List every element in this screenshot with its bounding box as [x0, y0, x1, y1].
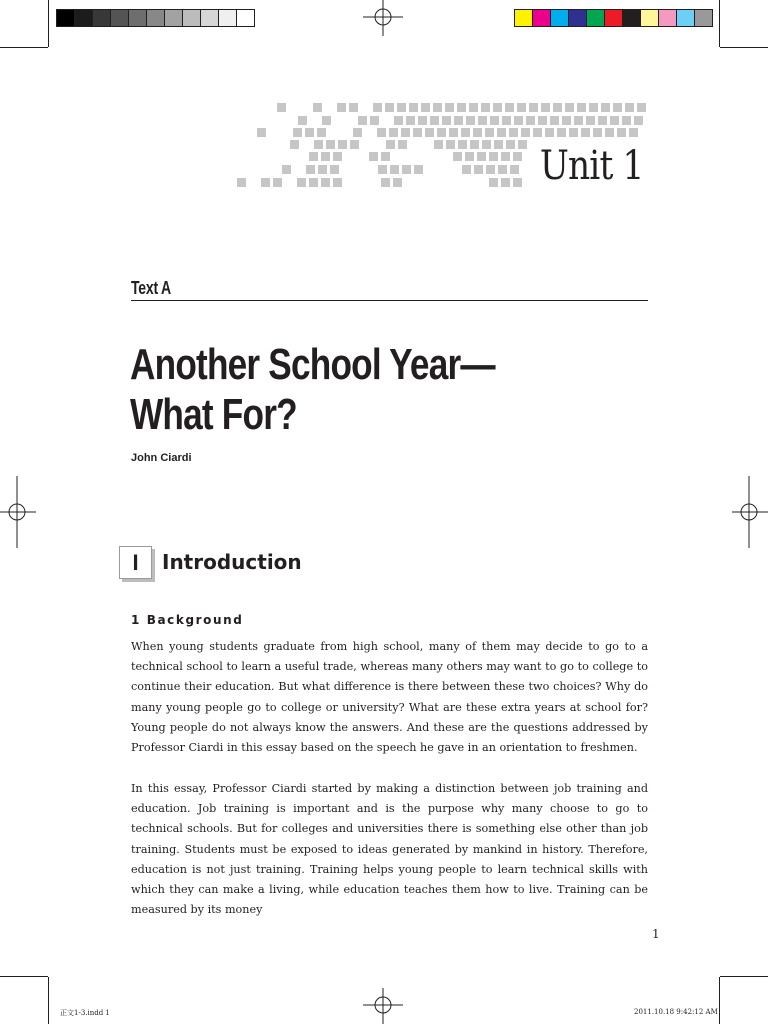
- mosaic-square: [290, 140, 299, 149]
- mosaic-square: [478, 116, 487, 125]
- mosaic-square: [257, 128, 266, 137]
- grayscale-swatch: [201, 10, 219, 26]
- color-calibration-bar: [514, 9, 713, 27]
- mosaic-square: [305, 128, 314, 137]
- mosaic-square: [533, 128, 542, 137]
- subsection-heading: 1 Background: [131, 613, 244, 627]
- mosaic-square: [373, 103, 382, 112]
- author-name: John Ciardi: [131, 452, 192, 464]
- mosaic-square: [493, 103, 502, 112]
- mosaic-square: [398, 140, 407, 149]
- mosaic-square: [434, 140, 443, 149]
- mosaic-square: [502, 116, 511, 125]
- color-swatch: [677, 10, 695, 26]
- mosaic-square: [433, 103, 442, 112]
- mosaic-square: [381, 178, 390, 187]
- mosaic-square: [317, 128, 326, 137]
- mosaic-square: [513, 152, 522, 161]
- mosaic-square: [454, 116, 463, 125]
- mosaic-square: [401, 128, 410, 137]
- mosaic-square: [545, 128, 554, 137]
- mosaic-square: [449, 128, 458, 137]
- mosaic-square: [418, 116, 427, 125]
- mosaic-square: [381, 152, 390, 161]
- mosaic-square: [277, 103, 286, 112]
- color-swatch: [695, 10, 712, 26]
- grayscale-calibration-bar: [56, 9, 255, 27]
- mosaic-square: [538, 116, 547, 125]
- mosaic-square: [389, 128, 398, 137]
- grayscale-swatch: [219, 10, 237, 26]
- mosaic-square: [293, 128, 302, 137]
- mosaic-square: [613, 103, 622, 112]
- registration-mark-bottom: [363, 988, 403, 1028]
- color-swatch: [533, 10, 551, 26]
- mosaic-square: [333, 178, 342, 187]
- grayscale-swatch: [165, 10, 183, 26]
- registration-mark-left: [0, 476, 40, 548]
- mosaic-square: [326, 140, 335, 149]
- registration-mark-top: [363, 0, 403, 40]
- color-swatch: [515, 10, 533, 26]
- mosaic-square: [273, 178, 282, 187]
- mosaic-square: [526, 116, 535, 125]
- mosaic-square: [514, 116, 523, 125]
- mosaic-square: [397, 103, 406, 112]
- mosaic-square: [490, 116, 499, 125]
- mosaic-square: [517, 103, 526, 112]
- grayscale-swatch: [111, 10, 129, 26]
- mosaic-square: [338, 140, 347, 149]
- mosaic-square: [501, 178, 510, 187]
- grayscale-swatch: [57, 10, 75, 26]
- mosaic-square: [518, 140, 527, 149]
- mosaic-square: [349, 103, 358, 112]
- mosaic-square: [610, 116, 619, 125]
- grayscale-swatch: [147, 10, 165, 26]
- section-label: Text A: [131, 278, 171, 298]
- mosaic-square: [629, 128, 638, 137]
- mosaic-square: [406, 116, 415, 125]
- mosaic-square: [550, 116, 559, 125]
- mosaic-square: [237, 178, 246, 187]
- mosaic-square: [353, 128, 362, 137]
- color-swatch: [569, 10, 587, 26]
- section-number-box: I: [119, 546, 152, 579]
- mosaic-square: [509, 128, 518, 137]
- mosaic-square: [378, 165, 387, 174]
- mosaic-square: [306, 165, 315, 174]
- mosaic-square: [466, 116, 475, 125]
- color-swatch: [641, 10, 659, 26]
- page-number: 1: [652, 927, 660, 941]
- color-swatch: [587, 10, 605, 26]
- mosaic-square: [477, 152, 486, 161]
- mosaic-square: [321, 178, 330, 187]
- unit-title: Unit 1: [540, 143, 644, 189]
- body-paragraph-1: When young students graduate from high school, many of them may decide to go to a technical school to learn a useful trade, whereas many others may want to go to college to continue their education. But what difference is there between these two choices? Why do many young people go to college or university? What are these extra years at school for? Young people do not always know the answers. And these are the questions addressed by Professor Ciardi in this essay based on the speech he gave in an orientation to freshmen.: [131, 640, 648, 755]
- mosaic-square: [622, 116, 631, 125]
- mosaic-square: [474, 165, 483, 174]
- mosaic-square: [489, 178, 498, 187]
- mosaic-square: [625, 103, 634, 112]
- mosaic-square: [505, 103, 514, 112]
- timestamp-slug: 2011.10.18 9:42:12 AM: [634, 1008, 718, 1016]
- mosaic-square: [486, 165, 495, 174]
- mosaic-square: [321, 152, 330, 161]
- mosaic-square: [386, 140, 395, 149]
- mosaic-square: [298, 116, 307, 125]
- mosaic-square: [437, 128, 446, 137]
- mosaic-square: [498, 165, 507, 174]
- mosaic-square: [617, 128, 626, 137]
- mosaic-square: [402, 165, 411, 174]
- mosaic-square: [489, 152, 498, 161]
- mosaic-square: [309, 152, 318, 161]
- mosaic-square: [469, 103, 478, 112]
- mosaic-square: [377, 128, 386, 137]
- mosaic-square: [458, 140, 467, 149]
- mosaic-square: [297, 178, 306, 187]
- file-slug: 正文1-3.indd 1: [60, 1009, 110, 1017]
- mosaic-square: [473, 128, 482, 137]
- mosaic-square: [497, 128, 506, 137]
- mosaic-square: [421, 103, 430, 112]
- mosaic-square: [593, 128, 602, 137]
- color-swatch: [551, 10, 569, 26]
- grayscale-swatch: [129, 10, 147, 26]
- section-title: Introduction: [162, 550, 302, 574]
- grayscale-swatch: [237, 10, 254, 26]
- mosaic-square: [541, 103, 550, 112]
- mosaic-square: [385, 103, 394, 112]
- article-title-line-2: What For?: [130, 390, 297, 439]
- mosaic-square: [586, 116, 595, 125]
- mosaic-square: [414, 165, 423, 174]
- mosaic-square: [577, 103, 586, 112]
- mosaic-square: [446, 140, 455, 149]
- mosaic-square: [605, 128, 614, 137]
- heading-rule: [131, 300, 648, 301]
- mosaic-square: [313, 103, 322, 112]
- grayscale-swatch: [183, 10, 201, 26]
- mosaic-square: [601, 103, 610, 112]
- mosaic-square: [333, 152, 342, 161]
- mosaic-square: [442, 116, 451, 125]
- grayscale-swatch: [93, 10, 111, 26]
- mosaic-square: [409, 103, 418, 112]
- mosaic-square: [598, 116, 607, 125]
- mosaic-square: [390, 165, 399, 174]
- mosaic-square: [462, 165, 471, 174]
- mosaic-square: [261, 178, 270, 187]
- mosaic-square: [634, 116, 643, 125]
- article-title: [130, 340, 495, 440]
- mosaic-square: [282, 165, 291, 174]
- body-paragraph-2: In this essay, Professor Ciardi started by making a distinction between job training and education. Job training is important and is the purpose why many choose to go to technical schools. But for colleges and universities there is something else other than job training. Students must be exposed to ideas generated by mankind in history. Therefore, education is not just training. Training helps young people to learn technical skills with which they can make a living, while education teaches them how to live. Training can be measured by its money: [131, 782, 648, 917]
- mosaic-square: [457, 103, 466, 112]
- mosaic-square: [369, 152, 378, 161]
- mosaic-square: [330, 165, 339, 174]
- mosaic-square: [501, 152, 510, 161]
- mosaic-square: [557, 128, 566, 137]
- mosaic-square: [445, 103, 454, 112]
- mosaic-square: [453, 152, 462, 161]
- mosaic-square: [482, 140, 491, 149]
- mosaic-square: [470, 140, 479, 149]
- mosaic-square: [370, 116, 379, 125]
- mosaic-square: [309, 178, 318, 187]
- mosaic-square: [485, 128, 494, 137]
- mosaic-square: [322, 116, 331, 125]
- mosaic-square: [481, 103, 490, 112]
- color-swatch: [605, 10, 623, 26]
- mosaic-square: [510, 165, 519, 174]
- mosaic-square: [413, 128, 422, 137]
- mosaic-square: [637, 103, 646, 112]
- mosaic-square: [350, 140, 359, 149]
- color-swatch: [623, 10, 641, 26]
- mosaic-square: [569, 128, 578, 137]
- mosaic-square: [394, 116, 403, 125]
- mosaic-square: [513, 178, 522, 187]
- mosaic-square: [425, 128, 434, 137]
- mosaic-square: [506, 140, 515, 149]
- mosaic-square: [529, 103, 538, 112]
- mosaic-square: [581, 128, 590, 137]
- grayscale-swatch: [75, 10, 93, 26]
- mosaic-square: [589, 103, 598, 112]
- mosaic-square: [337, 103, 346, 112]
- mosaic-square: [574, 116, 583, 125]
- mosaic-square: [465, 152, 474, 161]
- mosaic-square: [553, 103, 562, 112]
- mosaic-square: [358, 116, 367, 125]
- mosaic-square: [565, 103, 574, 112]
- mosaic-square: [494, 140, 503, 149]
- mosaic-square: [461, 128, 470, 137]
- mosaic-square: [314, 140, 323, 149]
- mosaic-square: [393, 178, 402, 187]
- registration-mark-right: [730, 476, 768, 548]
- article-title-line-1: Another School Year—: [130, 340, 495, 389]
- color-swatch: [659, 10, 677, 26]
- mosaic-square: [430, 116, 439, 125]
- mosaic-square: [318, 165, 327, 174]
- mosaic-square: [562, 116, 571, 125]
- mosaic-square: [521, 128, 530, 137]
